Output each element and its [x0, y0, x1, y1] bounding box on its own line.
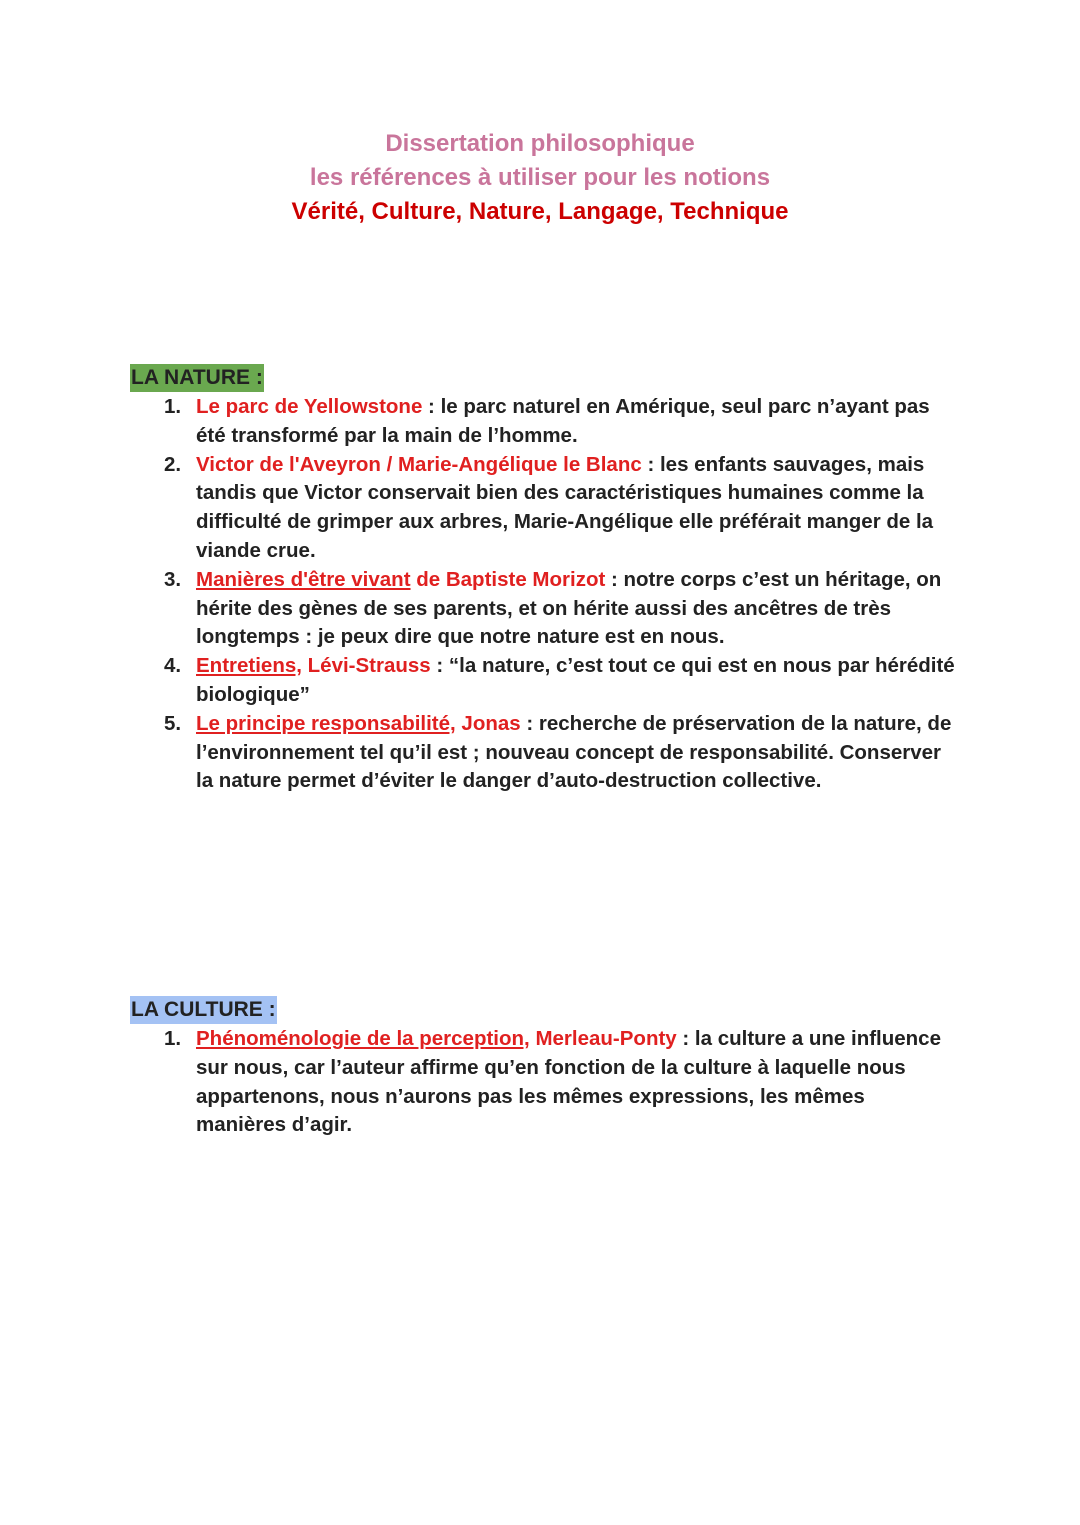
section-heading-nature: LA NATURE : — [130, 364, 264, 392]
item-number: 3. — [164, 567, 182, 591]
list-item — [130, 1025, 960, 1140]
reference-author: Jonas — [455, 711, 521, 735]
item-number: 2. — [164, 452, 182, 476]
separator: : — [520, 711, 539, 735]
title-line-1: Dissertation philosophique — [385, 130, 695, 157]
nature-reference-list — [130, 393, 960, 796]
separator: : — [676, 1027, 695, 1050]
list-item — [130, 566, 960, 652]
separator: : — [430, 654, 449, 678]
reference-author: de Baptiste Morizot — [410, 567, 606, 591]
title-line-2: les références à utiliser pour les notions — [309, 164, 771, 191]
document-title — [0, 127, 1080, 229]
separator: : — [605, 567, 624, 591]
reference-author: Lévi-Strauss — [301, 654, 431, 678]
list-item — [130, 451, 960, 566]
item-number: 1. — [164, 1027, 182, 1050]
reference-title-link[interactable]: Entretiens, — [196, 654, 302, 678]
item-text: recherche de préservation de la nature, de l’environnement tel qu’il est ; nouveau concept de responsabilité. Conserver la nature permet d’éviter le danger d’auto-destruction collective. — [196, 711, 952, 793]
section-culture — [130, 996, 960, 1140]
reference-title: Le parc de Yellowstone — [196, 395, 423, 418]
separator: : — [422, 395, 441, 418]
title-line-3: Vérité, Culture, Nature, Langage, Technique — [291, 198, 789, 225]
reference-title: Victor de l'Aveyron / Marie-Angélique le Blanc — [196, 452, 642, 476]
reference-title-link[interactable]: Phénoménologie de la perception, — [196, 1027, 530, 1050]
reference-title-link[interactable]: Manières d'être vivant — [196, 567, 411, 591]
list-item — [130, 393, 960, 451]
item-number: 5. — [164, 711, 182, 735]
reference-author: Merleau-Ponty — [529, 1027, 677, 1050]
item-text: la culture a une influence sur nous, car l’auteur affirme qu’en fonction de la culture à laquelle nous appartenons, nous n’aurons pas les mêmes expressions, les mêmes manières d’agir. — [196, 1027, 941, 1137]
section-heading-culture: LA CULTURE : — [130, 996, 277, 1024]
separator: : — [641, 452, 660, 476]
item-text: notre corps c’est un héritage, on hérite des gènes de ses parents, et on hérite aussi des ancêtres de très longtemps : je peux dire que notre nature est en nous. — [196, 567, 942, 649]
item-text: les enfants sauvages, mais tandis que Victor conservait bien des caractéristiques humaines comme la difficulté de grimper aux arbres, Marie-Angélique elle préférait manger de la viande crue. — [196, 452, 934, 562]
list-item — [130, 652, 960, 710]
culture-reference-list — [130, 1025, 960, 1140]
section-nature — [130, 364, 960, 796]
item-number: 1. — [164, 395, 182, 418]
item-text: le parc naturel en Amérique, seul parc n’ayant pas été transformé par la main de l’homme. — [196, 395, 930, 447]
item-number: 4. — [164, 654, 182, 678]
list-item — [130, 710, 960, 796]
item-text: “la nature, c’est tout ce qui est en nous par hérédité biologique” — [196, 654, 955, 706]
reference-title-link[interactable]: Le principe responsabilité, — [196, 711, 456, 735]
